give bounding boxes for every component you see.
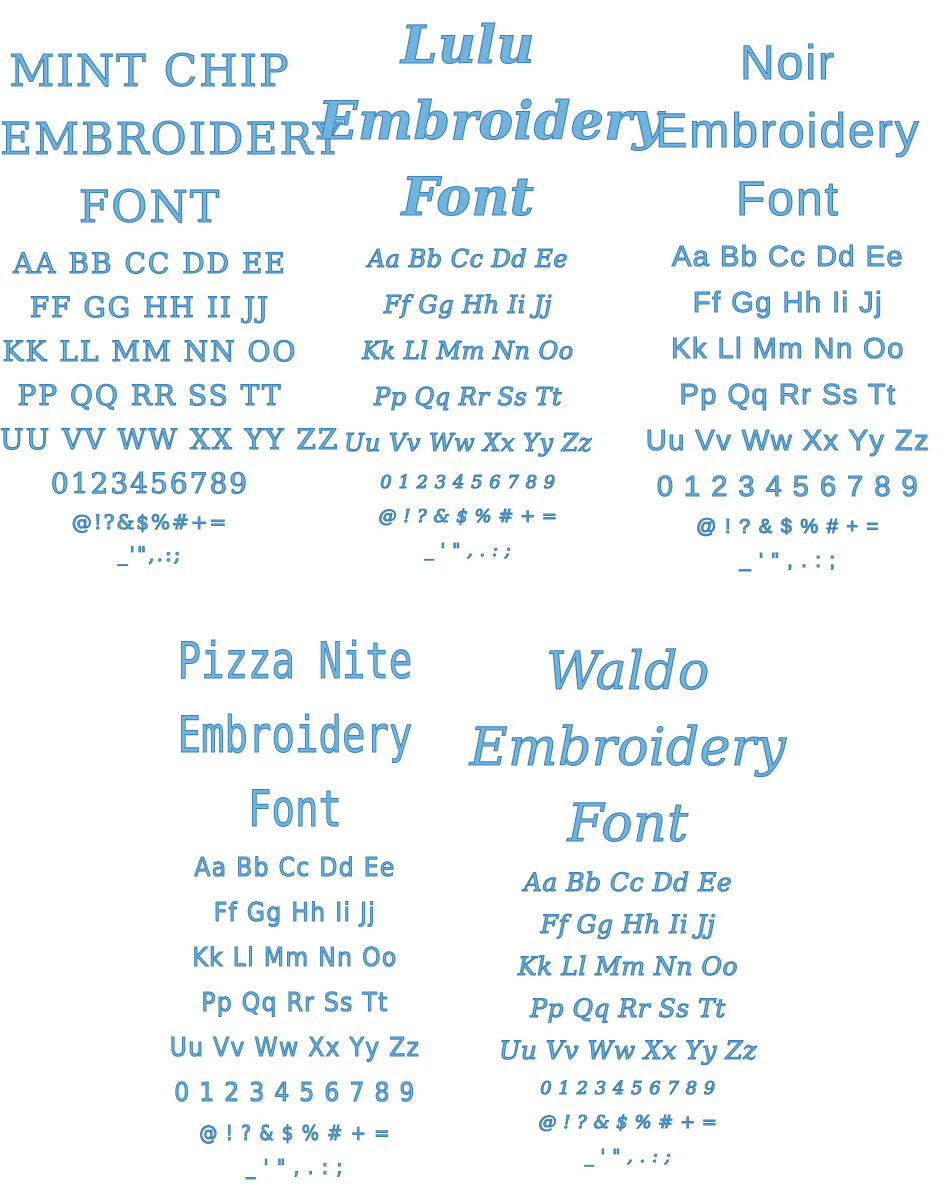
- font-title-line: Lulu: [401, 15, 535, 76]
- symbols-line: @ ! ? & $ % # + =: [538, 1112, 718, 1133]
- font-title-line: Font: [567, 794, 689, 854]
- punctuation-line: _ ' " , . : ;: [246, 1155, 344, 1179]
- numerals-line: 0 1 2 3 4 5 6 7 8 9: [174, 1078, 416, 1108]
- alphabet-line: Aa Bb Cc Dd Ee: [367, 245, 569, 273]
- alphabet-line: Aa Bb Cc Dd Ee: [523, 868, 733, 897]
- font-title-line: Font: [401, 167, 535, 228]
- font-title-line: Font: [248, 780, 342, 838]
- alphabet-line: UU VV WW XX YY ZZ: [0, 423, 340, 456]
- alphabet-line: Uu Vv Ww Xx Yy Zz: [645, 425, 931, 457]
- alphabet-line: PP QQ RR SS TT: [17, 379, 283, 412]
- alphabet-line: Uu Vv Ww Xx Yy Zz: [344, 429, 592, 457]
- symbols-line: @ ! ? & $ % # + =: [199, 1121, 391, 1145]
- font-title-line: Embroidery: [655, 105, 921, 158]
- punctuation-line: _ ' " , . : ;: [739, 550, 837, 572]
- alphabet-line: Kk Ll Mm Nn Oo: [192, 943, 398, 973]
- alphabet-line: Pp Qq Rr Ss Tt: [530, 994, 726, 1023]
- alphabet-line: Kk Ll Mm Nn Oo: [671, 333, 905, 365]
- font-title-line: Embroidery: [469, 718, 787, 778]
- font-title-line: Noir: [739, 37, 836, 90]
- punctuation-line: _'",.:;: [117, 542, 183, 566]
- alphabet-line: KK LL MM NN OO: [2, 335, 298, 368]
- font-panel-noir: [628, 30, 948, 578]
- symbols-line: @!?&$%#+=: [71, 510, 229, 534]
- alphabet-line: Aa Bb Cc Dd Ee: [194, 853, 396, 883]
- alphabet-line: AA BB CC DD EE: [13, 247, 287, 280]
- punctuation-line: _ ' " , . : ;: [584, 1146, 672, 1167]
- numerals-line: 0 1 2 3 4 5 6 7 8 9: [540, 1078, 716, 1099]
- punctuation-line: _ ' " , . : ;: [424, 540, 512, 561]
- alphabet-line: Kk Ll Mm Nn Oo: [517, 952, 739, 981]
- alphabet-line: Ff Gg Hh Ii Jj: [383, 291, 553, 319]
- alphabet-line: Pp Qq Rr Ss Tt: [201, 988, 389, 1018]
- font-panel-pizza-nite: [140, 624, 450, 1184]
- alphabet-line: FF GG HH II JJ: [29, 291, 271, 324]
- font-panel-waldo: [468, 634, 788, 1174]
- alphabet-line: Ff Gg Hh Ii Jj: [692, 287, 884, 319]
- symbols-line: @ ! ? & $ % # + =: [696, 516, 880, 538]
- font-title-line: Embroidery: [177, 706, 413, 764]
- numerals-line: 0 1 2 3 4 5 6 7 8 9: [656, 471, 920, 503]
- font-title-line: Font: [735, 173, 841, 226]
- font-panel-mint-chip: [0, 38, 345, 570]
- font-title-line: Embroidery: [318, 91, 663, 152]
- symbols-line: @ ! ? & $ % # + =: [378, 506, 558, 527]
- font-title-line: FONT: [78, 182, 222, 233]
- alphabet-line: Aa Bb Cc Dd Ee: [671, 241, 905, 273]
- font-title-line: MINT CHIP: [9, 46, 291, 97]
- alphabet-line: Ff Gg Hh Ii Jj: [540, 910, 716, 939]
- alphabet-line: Kk Ll Mm Nn Oo: [362, 337, 574, 365]
- alphabet-line: Pp Qq Rr Ss Tt: [373, 383, 563, 411]
- alphabet-line: Uu Vv Ww Xx Yy Zz: [169, 1033, 421, 1063]
- font-title-line: Pizza Nite: [177, 632, 413, 690]
- font-panel-lulu: [318, 8, 663, 568]
- alphabet-line: Pp Qq Rr Ss Tt: [679, 379, 897, 411]
- font-title-line: EMBROIDERY: [0, 114, 345, 165]
- alphabet-line: Uu Vv Ww Xx Yy Zz: [499, 1036, 757, 1065]
- alphabet-line: Ff Gg Hh Ii Jj: [213, 898, 377, 928]
- font-title-line: Waldo: [546, 642, 710, 702]
- numerals-line: 0123456789: [50, 467, 250, 500]
- numerals-line: 0 1 2 3 4 5 6 7 8 9: [380, 472, 556, 493]
